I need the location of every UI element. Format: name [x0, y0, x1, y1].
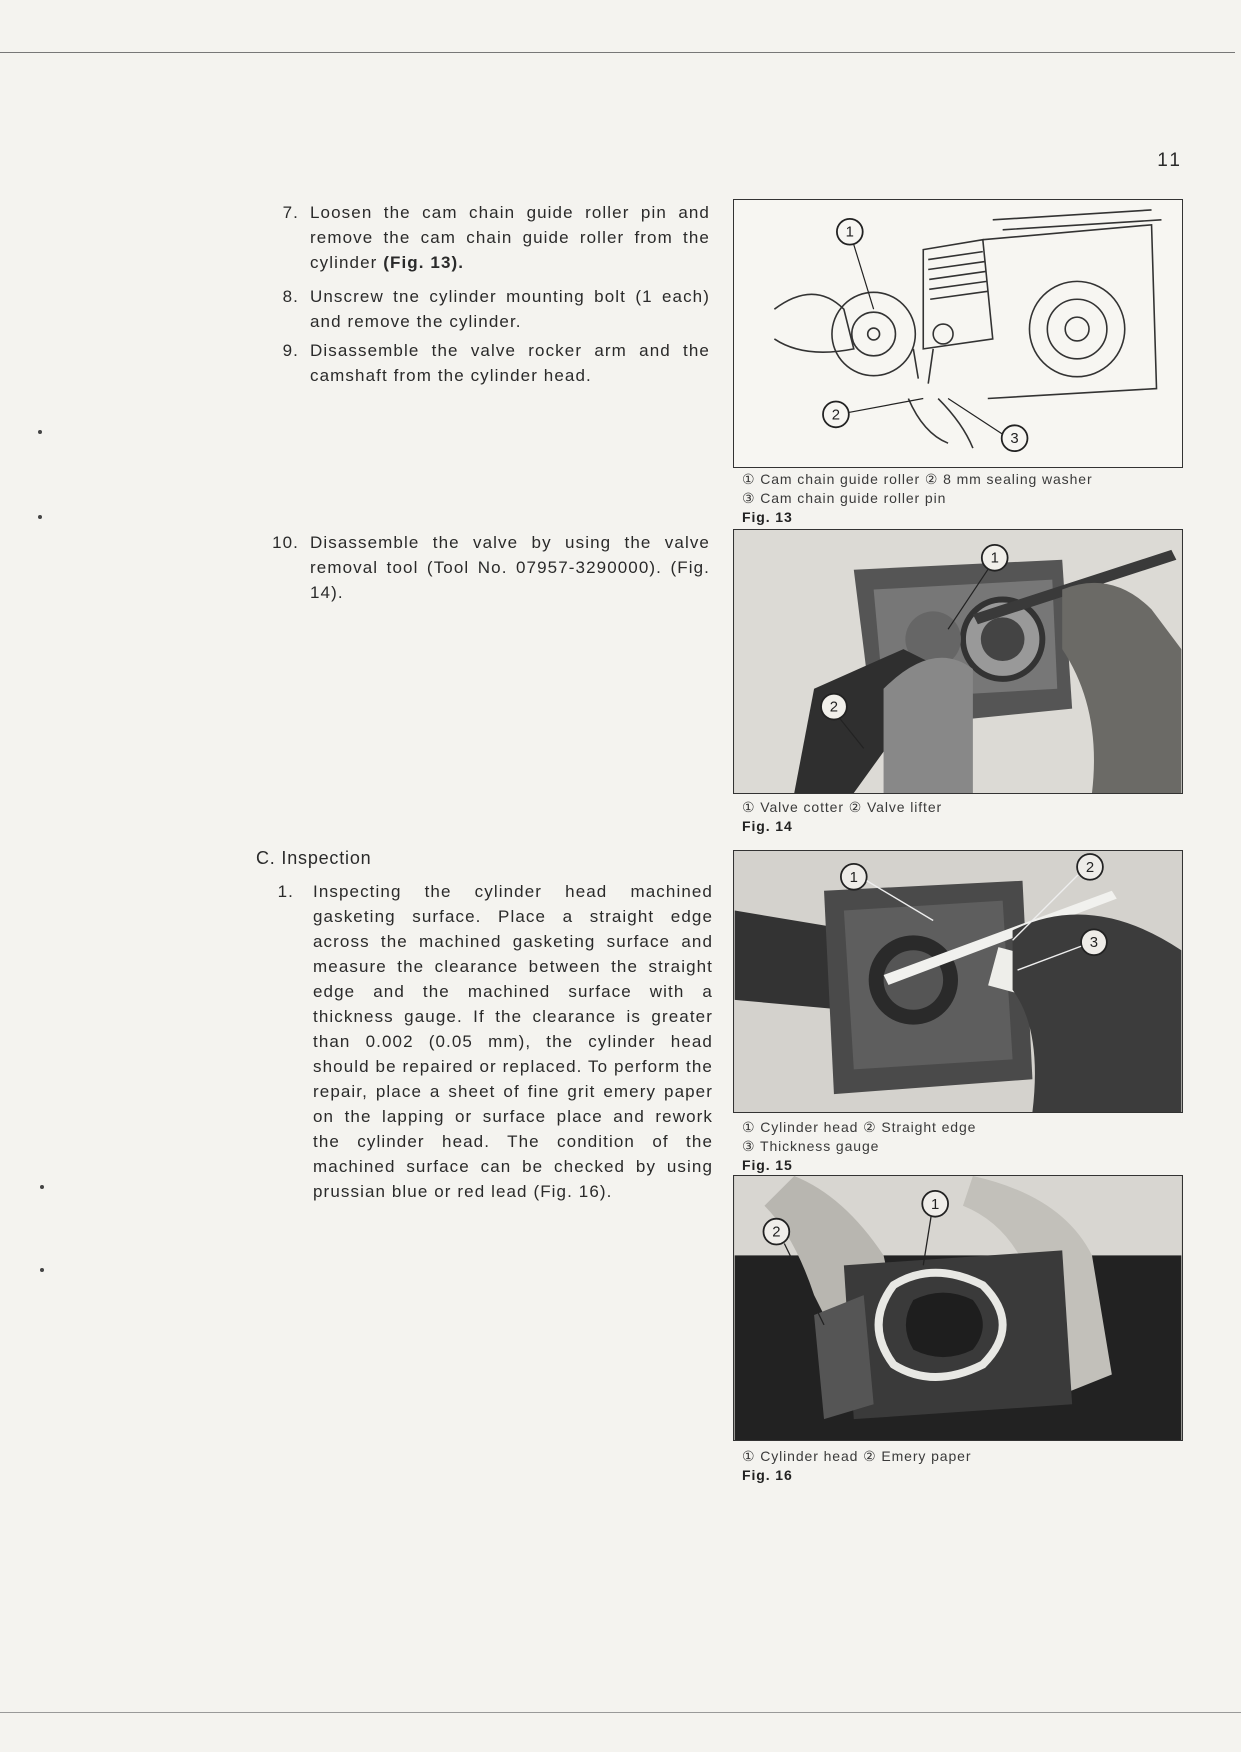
- callout-1: 1: [849, 869, 858, 886]
- callout-3: 3: [1010, 431, 1019, 448]
- step-text: Loosen the cam chain guide roller pin and remove the cam chain guide roller from the cylinder (Fig. 13).: [310, 203, 710, 272]
- step-number: 1.: [277, 882, 294, 901]
- callout-2: 2: [829, 699, 839, 716]
- figure-label: Fig. 13: [742, 509, 793, 525]
- callout-3: 3: [1089, 935, 1099, 952]
- figure-13-illustration: [733, 199, 1183, 468]
- figure-15-caption: ① Cylinder head ② Straight edge ③ Thickness gauge Fig. 15: [742, 1119, 977, 1173]
- top-rule: [0, 52, 1235, 53]
- figure-label: Fig. 14: [742, 818, 793, 834]
- margin-mark: [40, 1185, 44, 1189]
- cylinder-drawing: [734, 200, 1182, 467]
- step-text: Disassemble the valve by using the valve removal tool (Tool No. 07957-3290000). (Fig. 14).: [310, 533, 710, 602]
- margin-mark: [40, 1268, 44, 1272]
- step-number: 10.: [272, 533, 299, 552]
- inspection-text: Inspecting the cylinder head machined gasketing surface. Place a straight edge across the machined gasketing surface and measure the clearance between the straight edge and the machined surface with a thickness gauge. If the clearance is greater than 0.002 (0.05 mm), the cylinder head should be repaired or replaced. To perform the repair, place a sheet of fine grit emery paper on the lapping or surface place and rework the cylinder head. The condition of the machined surface can be checked by using prussian blue or red lead (Fig. 16).: [313, 882, 713, 1201]
- callout-1: 1: [931, 1196, 940, 1213]
- lapping-photo: [734, 1176, 1182, 1440]
- callout-2: 2: [831, 407, 841, 424]
- figure-label: Fig. 16: [742, 1467, 793, 1483]
- page-number: 11: [1157, 150, 1183, 171]
- callout-1: 1: [990, 550, 999, 567]
- bottom-rule: [0, 1712, 1241, 1713]
- callout-1: 1: [845, 224, 854, 241]
- straight-edge-photo: [734, 851, 1182, 1112]
- figure-label: Fig. 15: [742, 1157, 793, 1173]
- margin-mark: [38, 515, 42, 519]
- step-number: 8.: [282, 287, 299, 306]
- callout-2: 2: [772, 1224, 781, 1241]
- figure-15-photo: [733, 850, 1183, 1113]
- figure-16-caption: ① Cylinder head ② Emery paper Fig. 16: [742, 1448, 972, 1483]
- step-number: 7.: [282, 203, 299, 222]
- figure-reference: (Fig. 13).: [383, 253, 465, 272]
- figure-14-photo: [733, 529, 1183, 794]
- step-text: Unscrew tne cylinder mounting bolt (1 each) and remove the cylinder.: [310, 287, 710, 331]
- callout-2: 2: [1085, 859, 1095, 876]
- figure-14-caption: ① Valve cotter ② Valve lifter Fig. 14: [742, 799, 943, 834]
- section-title: C. Inspection: [256, 848, 372, 868]
- figure-16-photo: [733, 1175, 1183, 1441]
- margin-mark: [38, 430, 42, 434]
- step-text: Disassemble the valve rocker arm and the camshaft from the cylinder head.: [310, 341, 710, 385]
- valve-removal-photo: [734, 530, 1182, 793]
- step-number: 9.: [282, 341, 299, 360]
- figure-13-caption: ① Cam chain guide roller ② 8 mm sealing washer ③ Cam chain guide roller pin Fig. 13: [742, 471, 1093, 525]
